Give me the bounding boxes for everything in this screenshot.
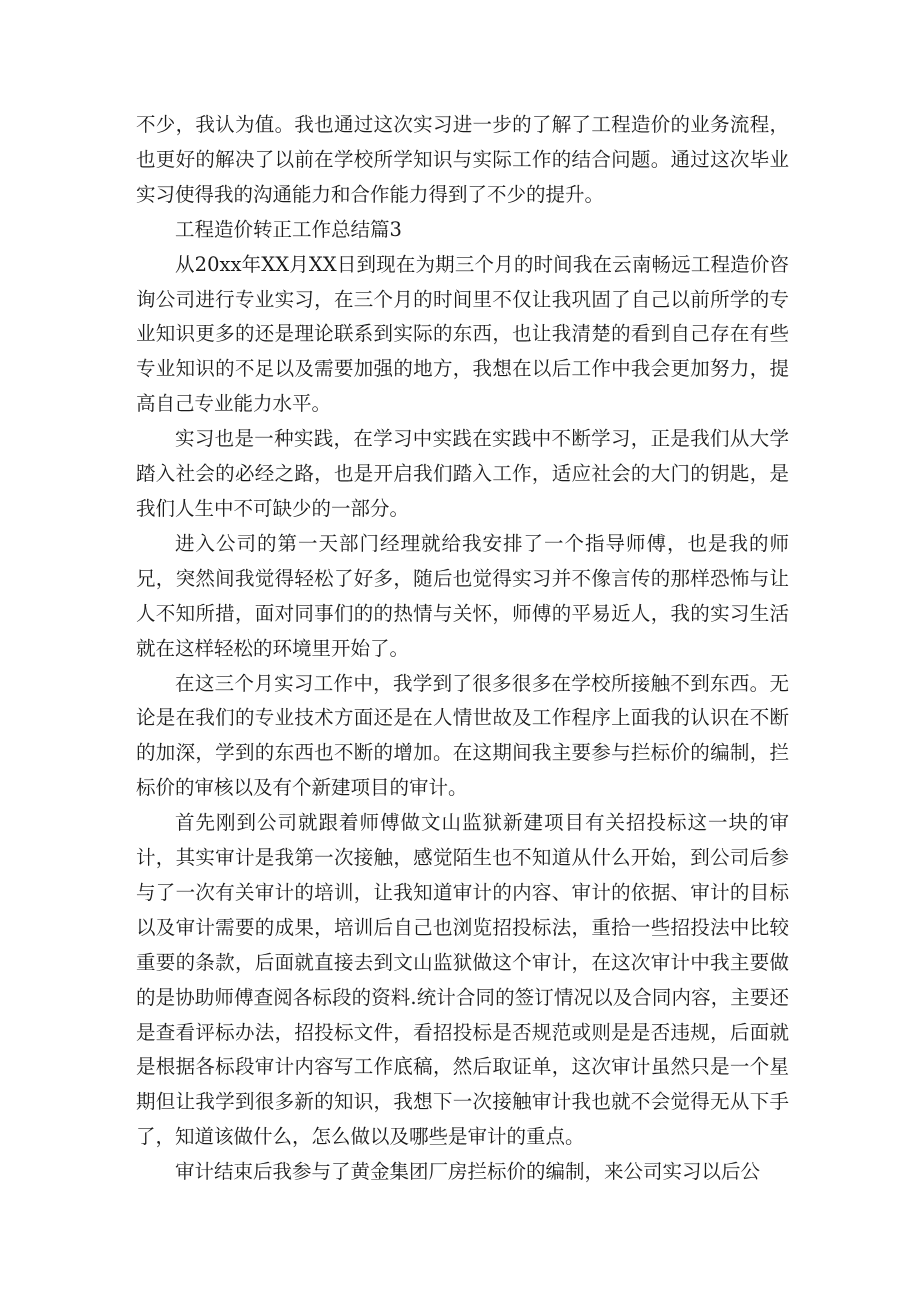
section-heading: 工程造价转正工作总结篇3 xyxy=(175,217,402,241)
paragraph: 首先刚到公司就跟着师傅做文山监狱新建项目有关招投标这一块的审计，其实审计是我第一次接触，感觉陌生也不知道从什么开始，到公司后参与了一次有关审计的培训，让我知道审计的内容、审计的依据、审计的目标以及审计需要的成果，培训后自己也浏览招投标法，重拾一些招投法中比较重要的条款，后面就直接去到文山监狱做这个审计，在这次审计中我主要做的是协助师傅查阅各标段的资料.统计合同的签订情况以及合同内容，主要还是查看评标办法，招投标文件，看招投标是否规范或则是是否违规，后面就是根据各标段审计内容写工作底稿，然后取证单，这次审计虽然只是一个星期但让我学到很多新的知识，我想下一次接触审计我也就不会觉得无从下手了，知道该做什么，怎么做以及哪些是审计的重点。 xyxy=(136,811,789,1149)
paragraph: 从20xx年XX月XX日到现在为期三个月的时间我在云南畅远工程造价咨询公司进行专业实习，在三个月的时间里不仅让我巩固了自己以前所学的专业知识更多的还是理论联系到实际的东西，也让我清楚的看到自己存在有些专业知识的不足以及需要加强的地方，我想在以后工作中我会更加努力，提高自己专业能力水平。 xyxy=(136,252,789,416)
paragraph: 进入公司的第一天部门经理就给我安排了一个指导师傅，也是我的师兄，突然间我觉得轻松了好多，随后也觉得实习并不像言传的那样恐怖与让人不知所措，面对同事们的的热情与关怀，师傅的平易近人，我的实习生活就在这样轻松的环境里开始了。 xyxy=(136,531,789,660)
paragraph: 在这三个月实习工作中，我学到了很多很多在学校所接触不到东西。无论是在我们的专业技术方面还是在人情世故及工作程序上面我的认识在不断的加深，学到的东西也不断的增加。在这期间我主要参与拦标价的编制，拦标价的审核以及有个新建项目的审计。 xyxy=(136,671,789,800)
document-page xyxy=(136,108,789,1190)
paragraph-truncated: 审计结束后我参与了黄金集团厂房拦标价的编制，来公司实习以后公 xyxy=(175,1160,761,1184)
paragraph-continued: 不少，我认为值。我也通过这次实习进一步的了解了工程造价的业务流程，也更好的解决了以前在学校所学知识与实际工作的结合问题。通过这次毕业实习使得我的沟通能力和合作能力得到了不少的提升。 xyxy=(136,113,789,206)
paragraph: 实习也是一种实践，在学习中实践在实践中不断学习，正是我们从大学踏入社会的必经之路，也是开启我们踏入工作，适应社会的大门的钥匙，是我们人生中不可缺少的一部分。 xyxy=(136,427,789,520)
